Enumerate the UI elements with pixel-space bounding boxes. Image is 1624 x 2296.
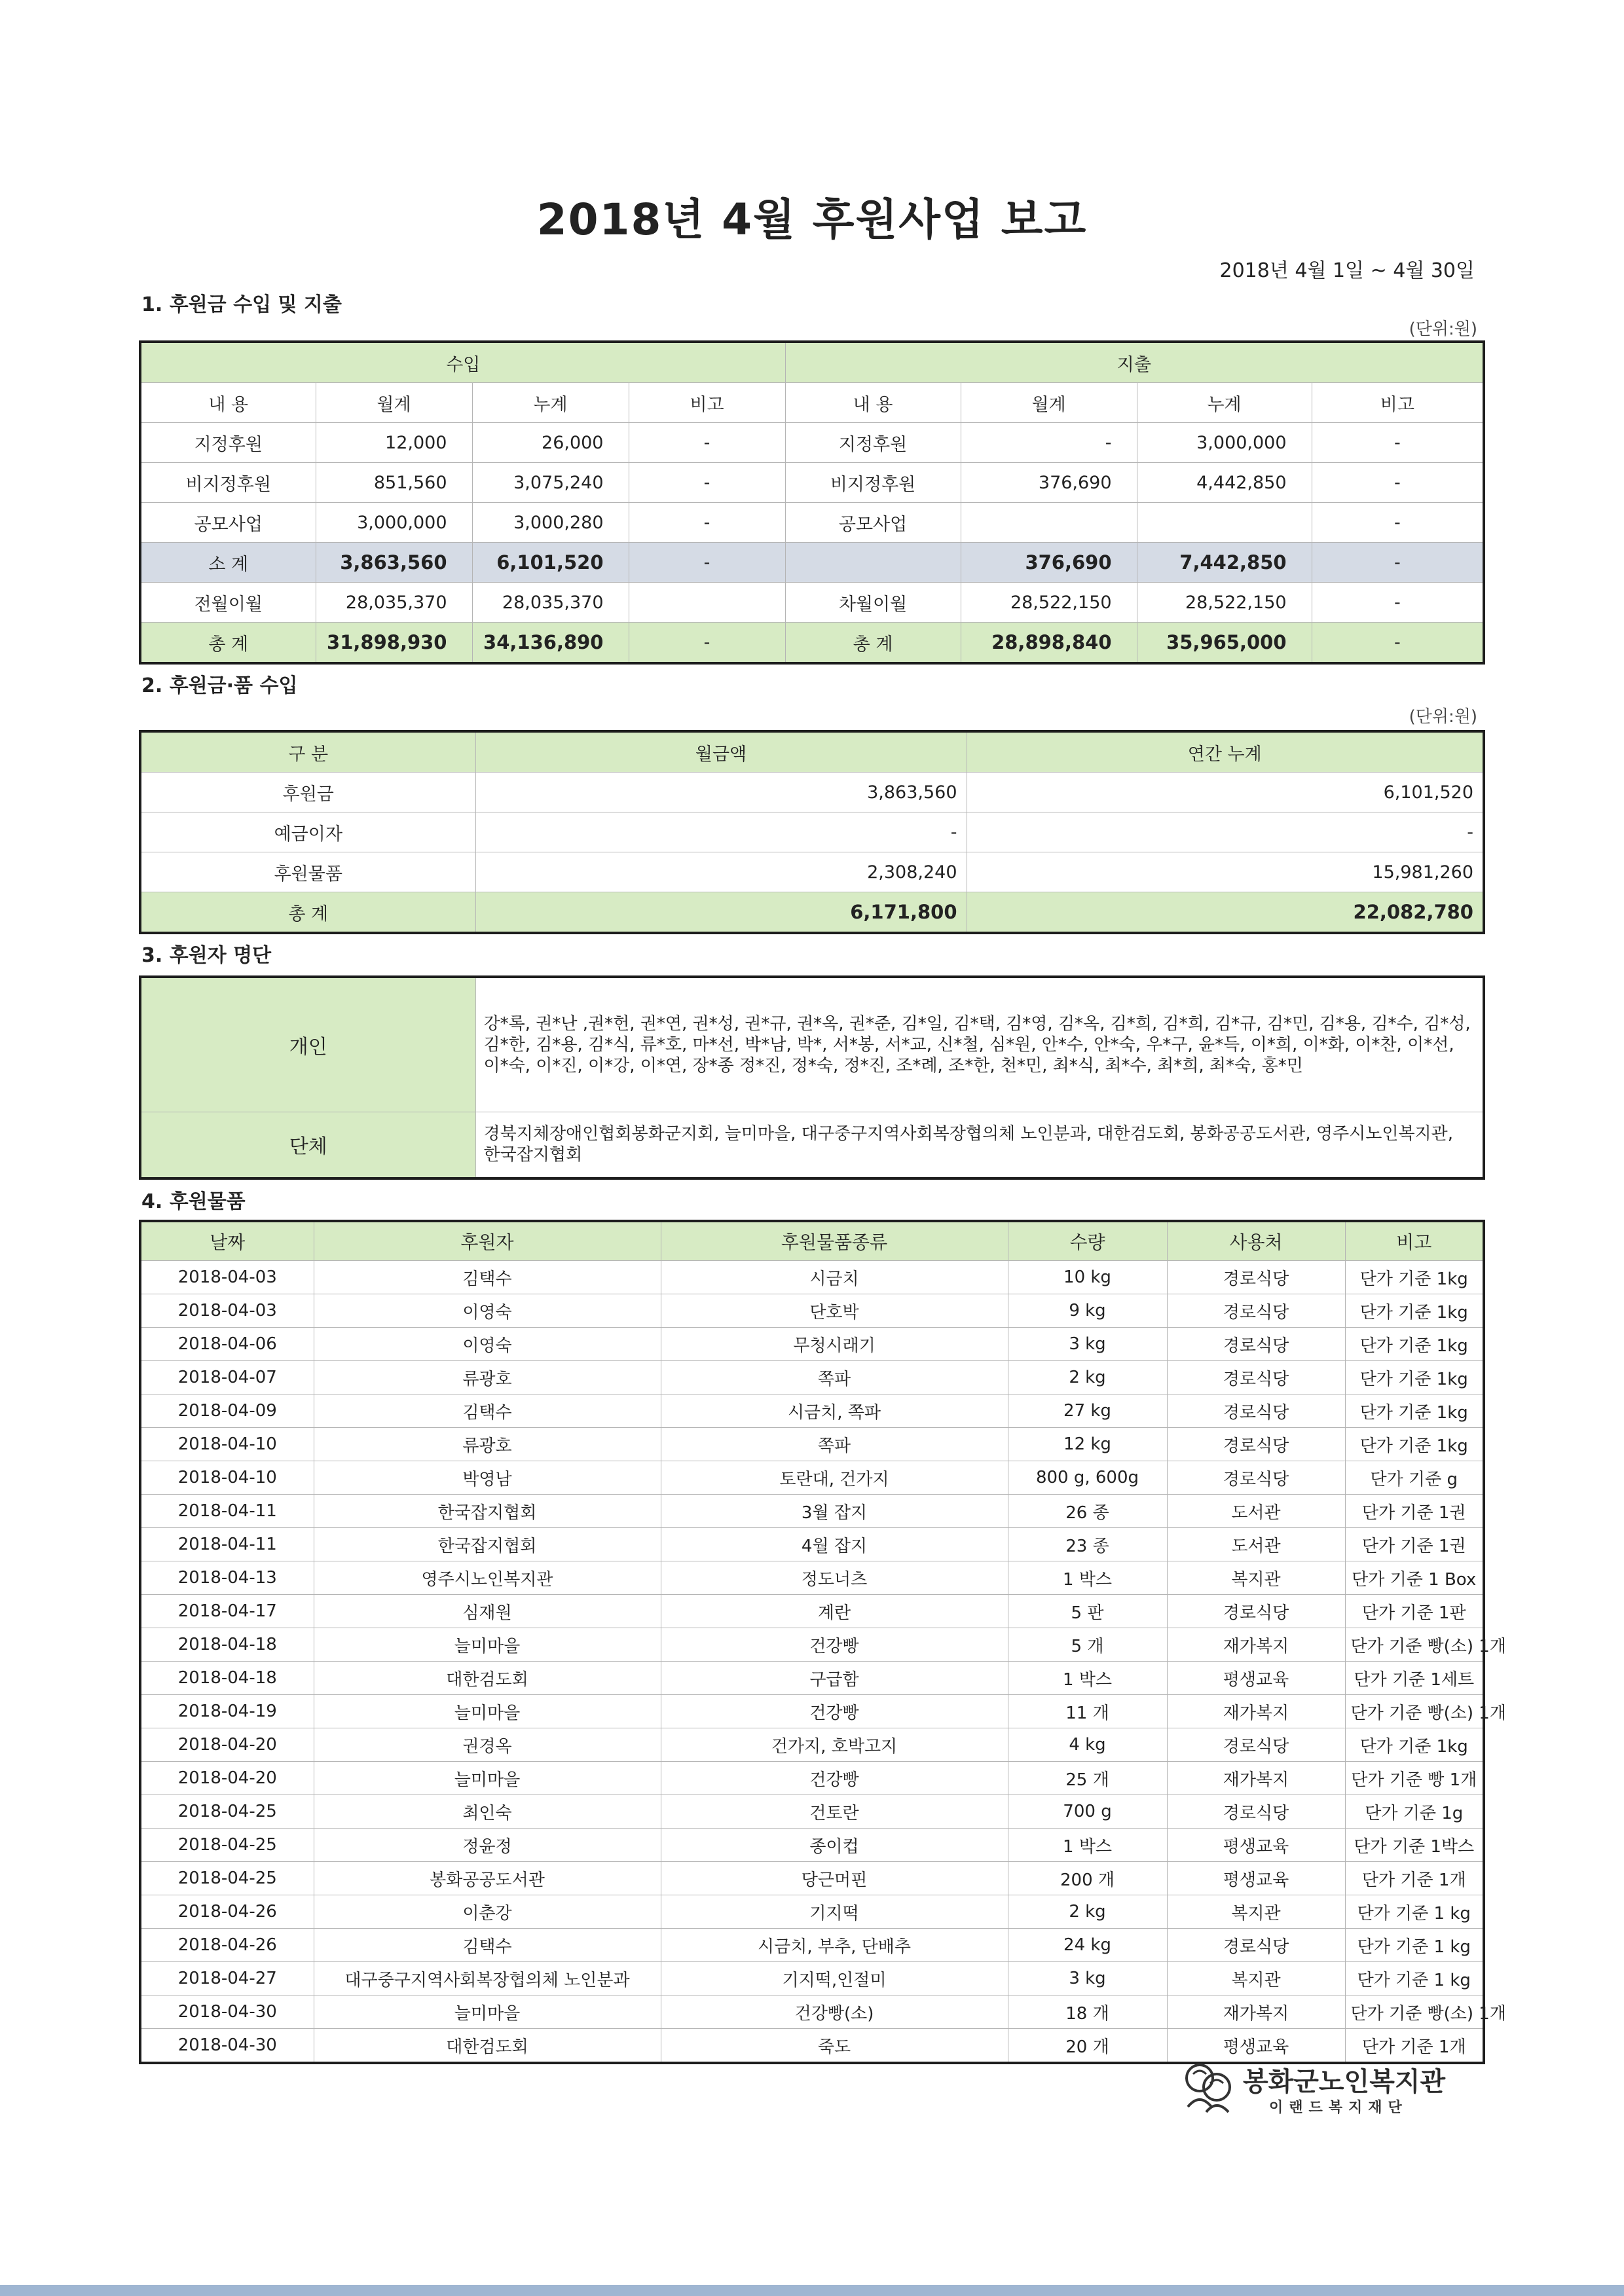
table-cell: 10 kg	[1008, 1261, 1167, 1294]
table-cell: 건강빵	[661, 1762, 1008, 1795]
elderly-couple-logo-icon	[1179, 2056, 1238, 2115]
table-cell: 2018-04-11	[140, 1495, 314, 1528]
column-header: 연간 누계	[967, 731, 1484, 773]
table-cell: 시금치	[661, 1261, 1008, 1294]
table-cell: 단가 기준 1세트	[1345, 1662, 1484, 1695]
donated-goods-table	[139, 1220, 1506, 2064]
table-cell: 2018-04-27	[140, 1962, 314, 1995]
table-cell: 26,000	[472, 423, 629, 463]
table-cell: 단가 기준 빵 1개	[1345, 1762, 1484, 1795]
table-row	[140, 1361, 1484, 1394]
table-cell: 25 개	[1008, 1762, 1167, 1795]
table-cell: 차월이월	[785, 583, 961, 623]
table-cell: -	[475, 812, 967, 852]
table-cell: 6,101,520	[967, 773, 1484, 812]
section3-heading: 3. 후원자 명단	[141, 944, 272, 967]
table-cell: 11 개	[1008, 1695, 1167, 1728]
table-cell: 28,522,150	[961, 583, 1137, 623]
table-cell: 단가 기준 1kg	[1345, 1261, 1484, 1294]
table-cell: 무청시래기	[661, 1328, 1008, 1361]
table-cell: 도서관	[1167, 1528, 1345, 1561]
table-cell: 권경옥	[314, 1728, 661, 1762]
table-cell: 단가 기준 1권	[1345, 1528, 1484, 1561]
table-cell: 9 kg	[1008, 1294, 1167, 1328]
column-header: 비고	[629, 383, 785, 423]
table-cell: 23 종	[1008, 1528, 1167, 1561]
table-cell: 도서관	[1167, 1495, 1345, 1528]
table-header	[140, 1221, 1484, 1261]
column-header: 날짜	[140, 1221, 314, 1261]
table-cell: 총 계	[140, 892, 475, 934]
table-cell: 봉화공공도서관	[314, 1862, 661, 1895]
table-cell: 단가 기준 1 kg	[1345, 1895, 1484, 1929]
table-cell: 정도너츠	[661, 1561, 1008, 1595]
table-cell: 2018-04-26	[140, 1895, 314, 1929]
table-cell: 이영숙	[314, 1294, 661, 1328]
table-cell: 2018-04-25	[140, 1795, 314, 1829]
table-row	[140, 1728, 1484, 1762]
table-cell: 건강빵	[661, 1628, 1008, 1662]
table-cell: 건가지, 호박고지	[661, 1728, 1008, 1762]
table-cell: 2 kg	[1008, 1895, 1167, 1929]
table-cell: 2018-04-25	[140, 1829, 314, 1862]
column-header: 내 용	[140, 383, 316, 423]
donor-category: 단체	[140, 1112, 475, 1178]
donation-summary-table	[139, 730, 1485, 934]
table-cell: 1 박스	[1008, 1662, 1167, 1695]
table-cell: 376,690	[961, 463, 1137, 503]
table-cell: 단가 기준 1kg	[1345, 1361, 1484, 1394]
table-cell: 지정후원	[785, 423, 961, 463]
table-cell: 2018-04-09	[140, 1394, 314, 1428]
section1-heading: 1. 후원금 수입 및 지출	[141, 293, 342, 316]
table-cell: 경로식당	[1167, 1261, 1345, 1294]
bottom-edge-band	[0, 2285, 1624, 2296]
table-cell: 경로식당	[1167, 1361, 1345, 1394]
table-cell: 3,000,000	[1137, 423, 1312, 463]
page-title: 2018년 4월 후원사업 보고	[536, 194, 1088, 245]
table-row	[140, 1662, 1484, 1695]
table-cell: 단가 기준 1 kg	[1345, 1929, 1484, 1962]
column-header: 수량	[1008, 1221, 1167, 1261]
table-cell: 3,000,280	[472, 503, 629, 543]
donor-names: 강*록, 권*난 ,권*헌, 권*연, 권*성, 권*규, 권*옥, 권*준, 김*일, 김*택, 김*영, 김*옥, 김*희, 김*희, 김*규, 김*민, 김*용, 김*수, 김*성, 김*한, 김*용, 김*식, 류*호, 마*선, 박*남, 박*, 서*봉, 서*교, 신*철, 심*원, 안*수, 안*숙, 우*구, 윤*득, 이*희, 이*화, 이*찬, 이*선, 이*숙, 이*진, 이*강, 이*연, 장*종 정*진, 정*숙, 정*진, 조*례, 조*한, 천*민, 최*식, 최*수, 최*희, 최*숙, 홍*민	[475, 977, 1484, 1112]
table-cell: 대구중구지역사회복장협의체 노인분과	[314, 1962, 661, 1995]
table-cell: 28,898,840	[961, 623, 1137, 664]
table-cell: 3월 잡지	[661, 1495, 1008, 1528]
table-cell: 단호박	[661, 1294, 1008, 1328]
table-row	[140, 1328, 1484, 1361]
donor-names: 경북지체장애인협회봉화군지회, 늘미마을, 대구중구지역사회복장협의체 노인분과, 대한검도회, 봉화공공도서관, 영주시노인복지관, 한국잡지협회	[475, 1112, 1484, 1178]
table-cell: 시금치, 쪽파	[661, 1394, 1008, 1428]
table-cell: 박영남	[314, 1461, 661, 1495]
table-cell: 건토란	[661, 1795, 1008, 1829]
table-cell: 27 kg	[1008, 1394, 1167, 1428]
table-cell: 늘미마을	[314, 1628, 661, 1662]
table-cell	[961, 503, 1137, 543]
table-row	[140, 503, 1484, 543]
table-cell: 1 박스	[1008, 1829, 1167, 1862]
table-cell: 6,171,800	[475, 892, 967, 934]
table-cell: 복지관	[1167, 1895, 1345, 1929]
table-cell: 3,863,560	[316, 543, 472, 583]
table-cell: 경로식당	[1167, 1929, 1345, 1962]
table-cell: 종이컵	[661, 1829, 1008, 1862]
table-cell: 소 계	[140, 543, 316, 583]
table-cell: 5 판	[1008, 1595, 1167, 1628]
table-cell: 단가 기준 g	[1345, 1461, 1484, 1495]
table-cell: -	[1312, 503, 1484, 543]
table-cell: -	[629, 623, 785, 664]
table-cell: 재가복지	[1167, 1628, 1345, 1662]
table-cell: 단가 기준 1박스	[1345, 1829, 1484, 1862]
table-cell: 시금치, 부추, 단배추	[661, 1929, 1008, 1962]
logo-subtitle: 이랜드복지재단	[1269, 2100, 1408, 2116]
table-cell: -	[1312, 423, 1484, 463]
table-cell: 700 g	[1008, 1795, 1167, 1829]
table-cell: 단가 기준 빵(소) 1개	[1345, 1628, 1484, 1662]
table-cell: 18 개	[1008, 1995, 1167, 2029]
table-cell: 쪽파	[661, 1428, 1008, 1461]
table-cell: -	[967, 812, 1484, 852]
table-cell: 단가 기준 빵(소) 1개	[1345, 1995, 1484, 2029]
table-row	[140, 1561, 1484, 1595]
table-header	[140, 731, 1484, 773]
donor-row-group	[140, 1112, 1484, 1178]
table-cell: 28,522,150	[1137, 583, 1312, 623]
report-period: 2018년 4월 1일 ~ 4월 30일	[1219, 259, 1475, 282]
table-cell: 평생교육	[1167, 1662, 1345, 1695]
table-cell: 평생교육	[1167, 1862, 1345, 1895]
table-cell: 대한검도회	[314, 2029, 661, 2064]
table-cell: -	[629, 463, 785, 503]
table-cell: 4 kg	[1008, 1728, 1167, 1762]
table-cell: 단가 기준 1g	[1345, 1795, 1484, 1829]
table-cell: 류광호	[314, 1428, 661, 1461]
table-cell: 2018-04-30	[140, 2029, 314, 2064]
table-cell: 2018-04-13	[140, 1561, 314, 1595]
table-cell: 경로식당	[1167, 1461, 1345, 1495]
table-cell: 복지관	[1167, 1962, 1345, 1995]
table-cell: 이춘강	[314, 1895, 661, 1929]
table-cell: 당근머핀	[661, 1862, 1008, 1895]
table-cell: -	[1312, 583, 1484, 623]
table-cell: 대한검도회	[314, 1662, 661, 1695]
table-cell: 단가 기준 1kg	[1345, 1394, 1484, 1428]
donor-list-table	[139, 975, 1485, 1180]
table-cell: 4월 잡지	[661, 1528, 1008, 1561]
income-expense-table	[139, 340, 1485, 665]
table-row	[140, 1862, 1484, 1895]
table-row	[140, 1595, 1484, 1628]
table-cell: 단가 기준 1kg	[1345, 1328, 1484, 1361]
table-row	[140, 1294, 1484, 1328]
table-cell: 재가복지	[1167, 1995, 1345, 2029]
table-cell: 851,560	[316, 463, 472, 503]
table-cell: 3,075,240	[472, 463, 629, 503]
column-header: 사용처	[1167, 1221, 1345, 1261]
table-cell: 죽도	[661, 2029, 1008, 2064]
column-header: 구 분	[140, 731, 475, 773]
table-cell: 토란대, 건가지	[661, 1461, 1008, 1495]
table-row	[140, 812, 1484, 852]
column-header: 누계	[472, 383, 629, 423]
table-cell: 최인숙	[314, 1795, 661, 1829]
table-row	[140, 1495, 1484, 1528]
table-cell: 기지떡	[661, 1895, 1008, 1929]
table-cell: 2018-04-18	[140, 1662, 314, 1695]
table-cell: 기지떡,인절미	[661, 1962, 1008, 1995]
table-cell: 영주시노인복지관	[314, 1561, 661, 1595]
income-expense-group-header	[140, 342, 1484, 383]
table-cell: 경로식당	[1167, 1728, 1345, 1762]
table-cell: 7,442,850	[1137, 543, 1312, 583]
table-cell: 공모사업	[140, 503, 316, 543]
table-row	[140, 1428, 1484, 1461]
table-cell: 4,442,850	[1137, 463, 1312, 503]
table-cell: -	[1312, 543, 1484, 583]
table-cell: 2018-04-07	[140, 1361, 314, 1394]
table-cell: 후원물품	[140, 852, 475, 892]
table-cell: 5 개	[1008, 1628, 1167, 1662]
subtotal-row	[140, 543, 1484, 583]
table-cell: 재가복지	[1167, 1695, 1345, 1728]
table-cell: 35,965,000	[1137, 623, 1312, 664]
table-cell: 1 박스	[1008, 1561, 1167, 1595]
table-row	[140, 463, 1484, 503]
table-cell: 예금이자	[140, 812, 475, 852]
table-cell: 12 kg	[1008, 1428, 1167, 1461]
table-cell: 단가 기준 1권	[1345, 1495, 1484, 1528]
table-row	[140, 2029, 1484, 2064]
table-row	[140, 773, 1484, 812]
table-cell: 2,308,240	[475, 852, 967, 892]
table-cell: 28,035,370	[316, 583, 472, 623]
table-cell: 단가 기준 1kg	[1345, 1428, 1484, 1461]
table-cell: 2018-04-19	[140, 1695, 314, 1728]
table-cell: 경로식당	[1167, 1394, 1345, 1428]
expense-header: 지출	[785, 342, 1484, 383]
table-cell: 비지정후원	[140, 463, 316, 503]
table-cell: 구급함	[661, 1662, 1008, 1695]
table-cell: 26 종	[1008, 1495, 1167, 1528]
donor-row-individual	[140, 977, 1484, 1112]
section4-heading: 4. 후원물품	[141, 1190, 246, 1213]
section2-unit: (단위:원)	[1409, 707, 1477, 727]
column-header: 후원물품종류	[661, 1221, 1008, 1261]
table-cell: 후원금	[140, 773, 475, 812]
column-header: 월계	[961, 383, 1137, 423]
table-row	[140, 852, 1484, 892]
table-cell: 늘미마을	[314, 1995, 661, 2029]
table-cell: 24 kg	[1008, 1929, 1167, 1962]
table-cell: 단가 기준 1 kg	[1345, 1962, 1484, 1995]
table-cell: 376,690	[961, 543, 1137, 583]
table-cell: 한국잡지협회	[314, 1528, 661, 1561]
table-row	[140, 1829, 1484, 1862]
table-cell: -	[629, 503, 785, 543]
table-cell: 총 계	[785, 623, 961, 664]
column-header: 누계	[1137, 383, 1312, 423]
table-cell: 늘미마을	[314, 1695, 661, 1728]
income-expense-column-header	[140, 383, 1484, 423]
table-cell: 2018-04-26	[140, 1929, 314, 1962]
table-cell: 단가 기준 1kg	[1345, 1294, 1484, 1328]
column-header: 비고	[1312, 383, 1484, 423]
table-row	[140, 1962, 1484, 1995]
column-header: 월금액	[475, 731, 967, 773]
column-header: 월계	[316, 383, 472, 423]
table-cell: 경로식당	[1167, 1595, 1345, 1628]
column-header: 후원자	[314, 1221, 661, 1261]
table-cell: 31,898,930	[316, 623, 472, 664]
table-cell: 2018-04-03	[140, 1261, 314, 1294]
table-cell: 단가 기준 1판	[1345, 1595, 1484, 1628]
table-cell: 2 kg	[1008, 1361, 1167, 1394]
table-cell: 28,035,370	[472, 583, 629, 623]
table-cell	[629, 583, 785, 623]
table-cell: 단가 기준 1개	[1345, 2029, 1484, 2064]
table-row	[140, 423, 1484, 463]
table-cell: 단가 기준 빵(소) 1개	[1345, 1695, 1484, 1728]
table-cell: 3,863,560	[475, 773, 967, 812]
table-cell: 2018-04-30	[140, 1995, 314, 2029]
table-cell: 3 kg	[1008, 1328, 1167, 1361]
table-cell: 2018-04-20	[140, 1728, 314, 1762]
table-cell: -	[629, 543, 785, 583]
table-cell: 정윤정	[314, 1829, 661, 1862]
table-cell: 전월이월	[140, 583, 316, 623]
table-cell: 15,981,260	[967, 852, 1484, 892]
total-row	[140, 623, 1484, 664]
table-row	[140, 1762, 1484, 1795]
table-cell: 김택수	[314, 1929, 661, 1962]
table-cell: -	[961, 423, 1137, 463]
table-cell: 20 개	[1008, 2029, 1167, 2064]
table-cell: 총 계	[140, 623, 316, 664]
table-cell: 800 g, 600g	[1008, 1461, 1167, 1495]
table-cell: 평생교육	[1167, 2029, 1345, 2064]
table-cell	[785, 543, 961, 583]
table-cell: 늘미마을	[314, 1762, 661, 1795]
table-cell: -	[1312, 623, 1484, 664]
table-cell: 복지관	[1167, 1561, 1345, 1595]
table-row	[140, 1394, 1484, 1428]
table-cell: -	[629, 423, 785, 463]
table-cell: 2018-04-25	[140, 1862, 314, 1895]
table-cell: 한국잡지협회	[314, 1495, 661, 1528]
table-cell: 건강빵	[661, 1695, 1008, 1728]
total-row	[140, 892, 1484, 934]
table-row	[140, 1695, 1484, 1728]
section1-unit: (단위:원)	[1409, 319, 1477, 339]
table-cell: 2018-04-06	[140, 1328, 314, 1361]
table-row	[140, 583, 1484, 623]
table-cell: 계란	[661, 1595, 1008, 1628]
table-row	[140, 1628, 1484, 1662]
column-header: 내 용	[785, 383, 961, 423]
table-cell: 경로식당	[1167, 1328, 1345, 1361]
table-cell: 2018-04-11	[140, 1528, 314, 1561]
logo-name: 봉화군노인복지관	[1243, 2067, 1446, 2097]
table-cell: 34,136,890	[472, 623, 629, 664]
table-cell: 2018-04-17	[140, 1595, 314, 1628]
table-cell: 2018-04-18	[140, 1628, 314, 1662]
table-cell: 쪽파	[661, 1361, 1008, 1394]
table-cell: 지정후원	[140, 423, 316, 463]
table-cell	[1137, 503, 1312, 543]
table-row	[140, 1528, 1484, 1561]
table-row	[140, 1261, 1484, 1294]
table-cell: 김택수	[314, 1394, 661, 1428]
table-cell: 2018-04-10	[140, 1461, 314, 1495]
table-cell: 6,101,520	[472, 543, 629, 583]
table-cell: 3 kg	[1008, 1962, 1167, 1995]
table-cell: 경로식당	[1167, 1428, 1345, 1461]
table-cell: 평생교육	[1167, 1829, 1345, 1862]
donor-category: 개인	[140, 977, 475, 1112]
table-cell: 김택수	[314, 1261, 661, 1294]
table-cell: 단가 기준 1kg	[1345, 1728, 1484, 1762]
table-cell: 비지정후원	[785, 463, 961, 503]
table-cell: -	[1312, 463, 1484, 503]
table-cell: 22,082,780	[967, 892, 1484, 934]
table-cell: 경로식당	[1167, 1795, 1345, 1829]
income-header: 수입	[140, 342, 785, 383]
table-cell: 건강빵(소)	[661, 1995, 1008, 2029]
table-cell: 경로식당	[1167, 1294, 1345, 1328]
table-cell: 류광호	[314, 1361, 661, 1394]
table-cell: 2018-04-20	[140, 1762, 314, 1795]
table-cell: 단가 기준 1 Box	[1345, 1561, 1484, 1595]
column-header: 비고	[1345, 1221, 1484, 1261]
table-cell: 심재원	[314, 1595, 661, 1628]
table-cell: 이영숙	[314, 1328, 661, 1361]
table-cell: 12,000	[316, 423, 472, 463]
table-row	[140, 1795, 1484, 1829]
table-row	[140, 1995, 1484, 2029]
table-row	[140, 1895, 1484, 1929]
section2-heading: 2. 후원금·품 수입	[141, 674, 298, 697]
table-cell: 200 개	[1008, 1862, 1167, 1895]
table-cell: 공모사업	[785, 503, 961, 543]
table-cell: 단가 기준 1개	[1345, 1862, 1484, 1895]
table-row	[140, 1461, 1484, 1495]
table-cell: 2018-04-03	[140, 1294, 314, 1328]
table-row	[140, 1929, 1484, 1962]
table-cell: 2018-04-10	[140, 1428, 314, 1461]
table-cell: 재가복지	[1167, 1762, 1345, 1795]
table-cell: 3,000,000	[316, 503, 472, 543]
